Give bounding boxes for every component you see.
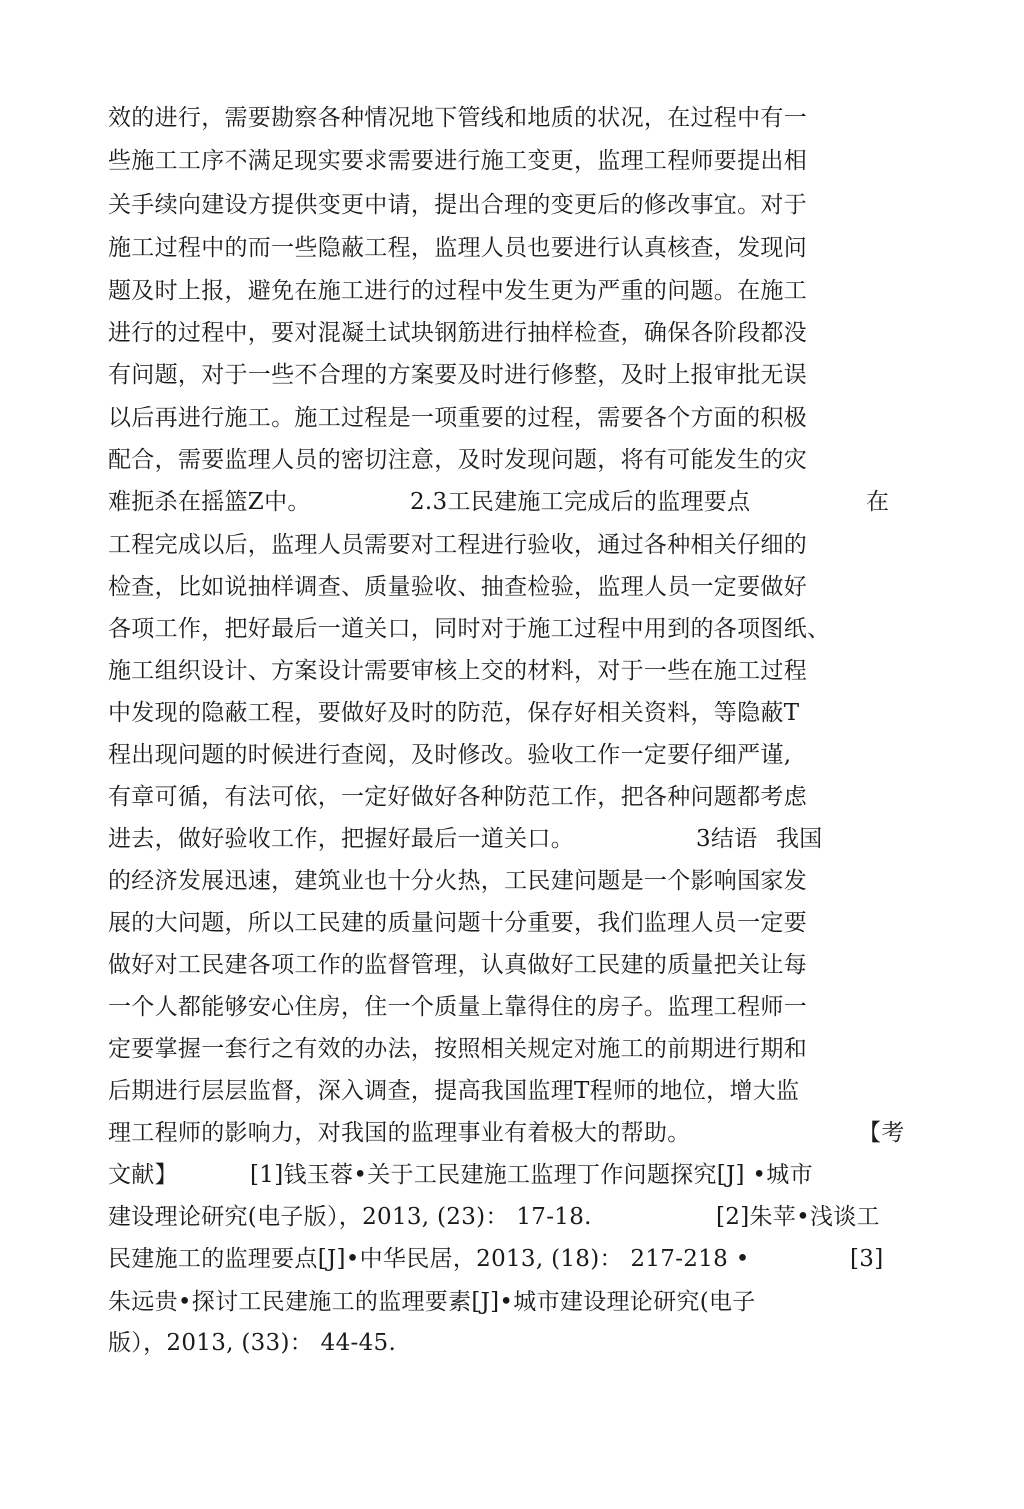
reference-entry: [1]钱玉蓉•关于工民建施工监理丁作问题探究[J] •城市 bbox=[250, 1162, 813, 1188]
body-text-line: 检查，比如说抽样调查、质量验收、抽查检验，监理人员一定要做好 bbox=[108, 574, 807, 600]
body-text-line: 各项工作，把好最后一道关口，同时对于施工过程中用到的各项图纸、 bbox=[108, 616, 831, 642]
body-text-segment: 理工程师的影响力，对我国的监理事业有着极大的帮助。 bbox=[108, 1120, 691, 1146]
body-text-line: 效的进行，需要勘察各种情况地下管线和地质的状况，在过程中有一 bbox=[108, 105, 807, 131]
body-text-line: 题及时上报，避免在施工进行的过程中发生更为严重的问题。在施工 bbox=[108, 278, 807, 304]
body-text-segment: 在 bbox=[866, 489, 890, 515]
body-text-line: 些施工工序不满足现实要求需要进行施工变更，监理工程师要提出相 bbox=[108, 148, 807, 174]
body-text-line: 关手续向建设方提供变更中请，提出合理的变更后的修改事宜。对于 bbox=[108, 192, 807, 218]
body-text-segment: 进去，做好验收工作，把握好最后一道关口。 bbox=[108, 826, 574, 852]
body-text-line: 进行的过程中，要对混凝土试块钢筋进行抽样检查，确保各阶段都没 bbox=[108, 320, 807, 346]
reference-entry: 版），2013, (33)： 44-45. bbox=[108, 1330, 397, 1356]
body-text-line: 程出现问题的时候进行查阅，及时修改。验收工作一定要仔细严谨, bbox=[108, 742, 792, 768]
body-text-line: 有问题，对于一些不合理的方案要及时进行修整，及时上报审批无误 bbox=[108, 362, 807, 388]
body-text-line: 中发现的隐蔽工程，要做好及时的防范，保存好相关资料，等隐蔽T bbox=[108, 700, 800, 726]
body-text-line: 以后再进行施工。施工过程是一项重要的过程，需要各个方面的积极 bbox=[108, 405, 807, 431]
body-text-line: 后期进行层层监督，深入调查，提高我国监理T程师的地位，增大监 bbox=[108, 1078, 800, 1104]
body-text-line: 有章可循，有法可依，一定好做好各种防范工作，把各种问题都考虑 bbox=[108, 784, 807, 810]
body-text-line: 施工过程中的而一些隐蔽工程，监理人员也要进行认真核查，发现问 bbox=[108, 235, 807, 261]
body-text-line: 工程完成以后，监理人员需要对工程进行验收，通过各种相关仔细的 bbox=[108, 532, 807, 558]
reference-entry: [2]朱苹•浅谈工 bbox=[716, 1204, 880, 1230]
reference-entry: 朱远贵•探讨工民建施工的监理要素[J]•城市建设理论研究(电子 bbox=[108, 1289, 756, 1315]
reference-entry: [3] bbox=[850, 1246, 884, 1272]
body-text-segment: 难扼杀在摇篮Z中。 bbox=[108, 489, 311, 515]
reference-entry: 民建施工的监理要点[J]•中华民居，2013, (18)： 217-218 • bbox=[108, 1246, 750, 1272]
body-text-line: 的经济发展迅速，建筑业也十分火热，工民建问题是一个影响国家发 bbox=[108, 868, 807, 894]
body-text-line: 施工组织设计、方案设计需要审核上交的材料，对于一些在施工过程 bbox=[108, 658, 807, 684]
section-heading: 3结语 bbox=[696, 826, 758, 852]
references-heading: 文献】 bbox=[108, 1162, 178, 1188]
reference-entry: 建设理论研究(电子版），2013, (23)： 17-18. bbox=[108, 1204, 592, 1230]
body-text-line: 定要掌握一套行之有效的办法，按照相关规定对施工的前期进行期和 bbox=[108, 1036, 807, 1062]
body-text-segment: 我国 bbox=[776, 826, 823, 852]
section-heading: 2.3工民建施工完成后的监理要点 bbox=[410, 489, 751, 515]
references-heading: 【考 bbox=[858, 1120, 905, 1146]
body-text-line: 配合，需要监理人员的密切注意，及时发现问题，将有可能发生的灾 bbox=[108, 447, 807, 473]
body-text-line: 做好对工民建各项工作的监督管理，认真做好工民建的质量把关让每 bbox=[108, 952, 807, 978]
body-text-line: 展的大问题，所以工民建的质量问题十分重要，我们监理人员一定要 bbox=[108, 910, 807, 936]
body-text-line: 一个人都能够安心住房，住一个质量上靠得住的房子。监理工程师一 bbox=[108, 994, 807, 1020]
